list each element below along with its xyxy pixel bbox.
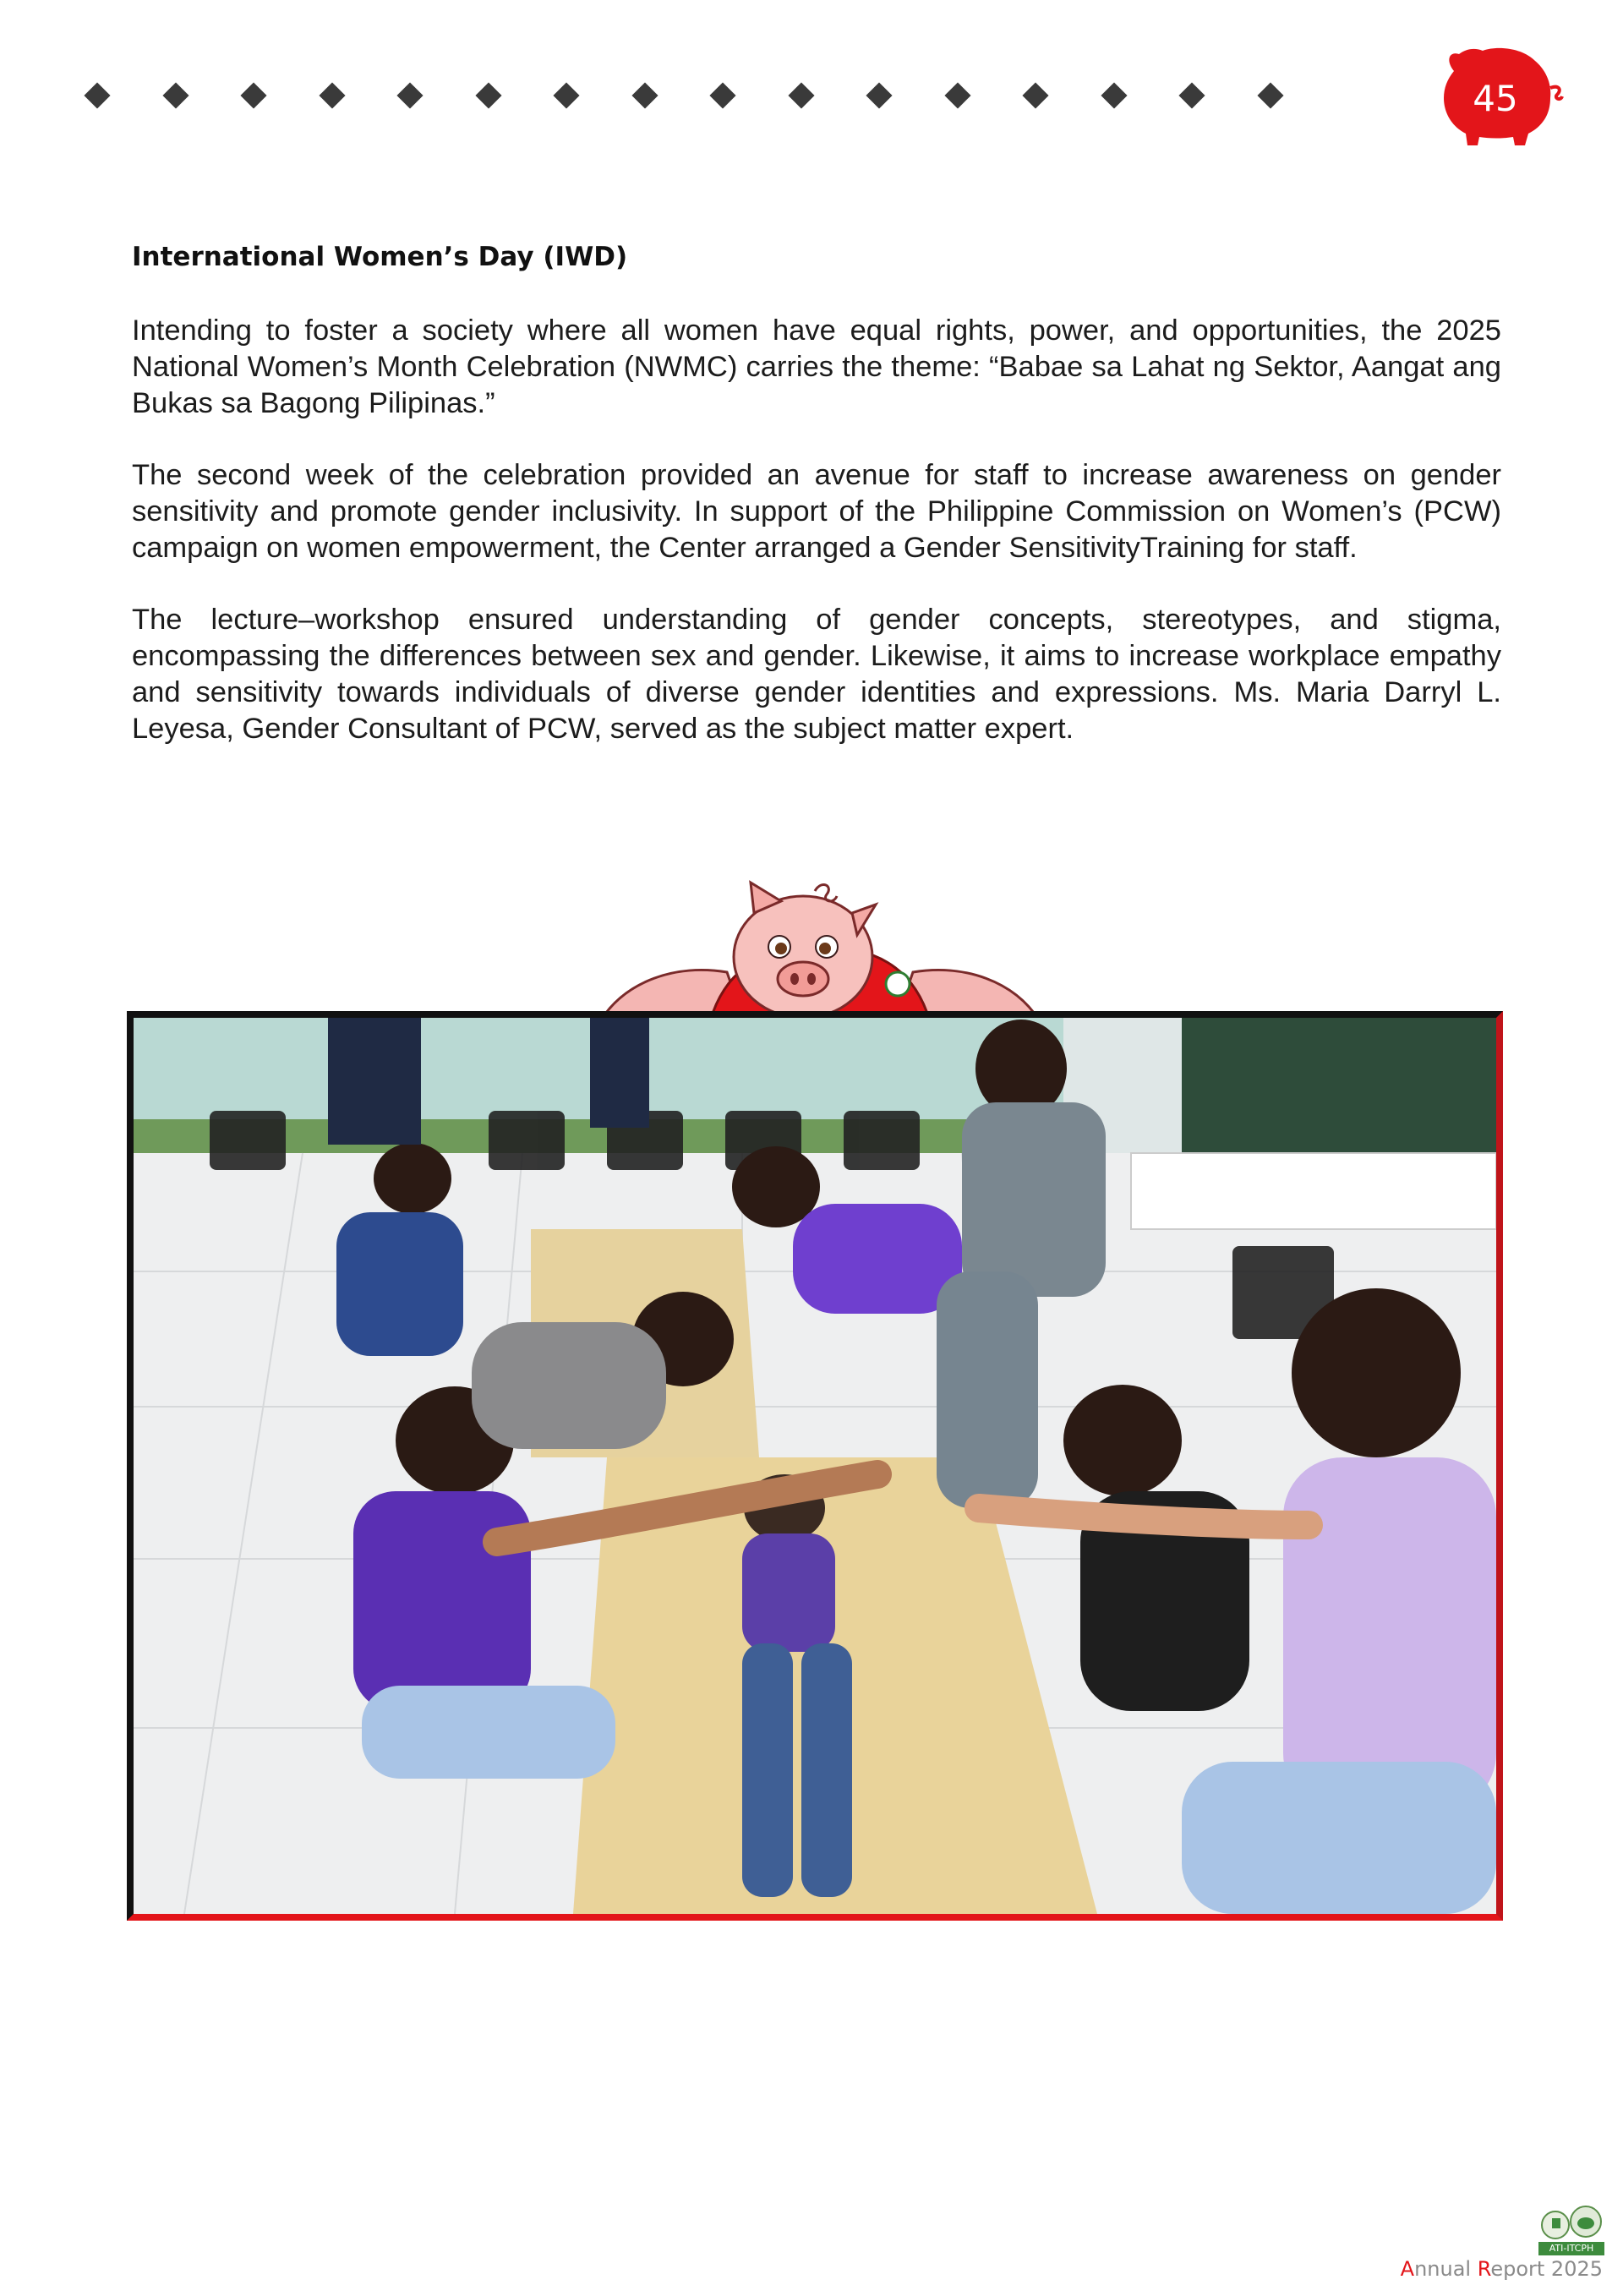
workshop-photo [127, 1011, 1503, 1921]
header-diamond [631, 82, 658, 108]
header-diamond [84, 82, 110, 108]
section-heading: International Women’s Day (IWD) [132, 242, 628, 272]
header-diamond [709, 82, 735, 108]
header-diamond-row [88, 86, 1305, 112]
paragraph-2: The second week of the celebration provided an avenue for staff to increase awareness on gender sensitivity and promote gender inclusivity. In support of the Philippine Commission on Women’s (PCW) campaign on women empowerment, the Center arranged a Gender SensitivityTraining for staff. [132, 459, 1501, 564]
page-number: 45 [1473, 78, 1518, 119]
header-diamond [1101, 82, 1127, 108]
footer-annual-report [1401, 2257, 1603, 2281]
header-diamond [944, 82, 970, 108]
header-diamond [866, 82, 892, 108]
header-diamond [1022, 82, 1048, 108]
header-diamond [1257, 82, 1283, 108]
pig-mascot-illustration [600, 879, 1040, 1023]
footer-word-report: eport 2025 [1490, 2257, 1603, 2281]
header-diamond [162, 82, 189, 108]
header-diamond [319, 82, 345, 108]
footer-word-annual: nnual [1414, 2257, 1478, 2281]
header-diamond [1178, 82, 1205, 108]
header-diamond [475, 82, 501, 108]
footer-initial-a: A [1400, 2257, 1415, 2281]
ati-itcph-logo [1538, 2205, 1604, 2257]
header-diamond [396, 82, 423, 108]
page-number-badge [1437, 46, 1564, 150]
paragraph-1: Intending to foster a society where all women have equal rights, power, and opportunities, the 2025 National Women’s Month Celebration (NWMC) carries the theme: “Babae sa Lahat ng Sektor, Aangat ang Bukas sa Bagong Pilipinas.” [132, 314, 1501, 419]
agency-logo-icon [1538, 2205, 1604, 2242]
footer-initial-r: R [1477, 2257, 1491, 2281]
header-diamond [240, 82, 266, 108]
header-diamond [788, 82, 814, 108]
logo-text: ATI-ITCPH [1538, 2242, 1604, 2255]
paragraph-3: The lecture–workshop ensured understanding of gender concepts, stereotypes, and stigma, encompassing the differences between sex and gender. Likewise, it aims to increase workplace empathy and sensitivity towards individuals of diverse gender identities and expressions. Ms. Maria Darryl L. Leyesa, Gender Consultant of PCW, served as the subject matter expert. [132, 604, 1501, 745]
workshop-photo-illustration [134, 1018, 1496, 1914]
header-diamond [553, 82, 579, 108]
